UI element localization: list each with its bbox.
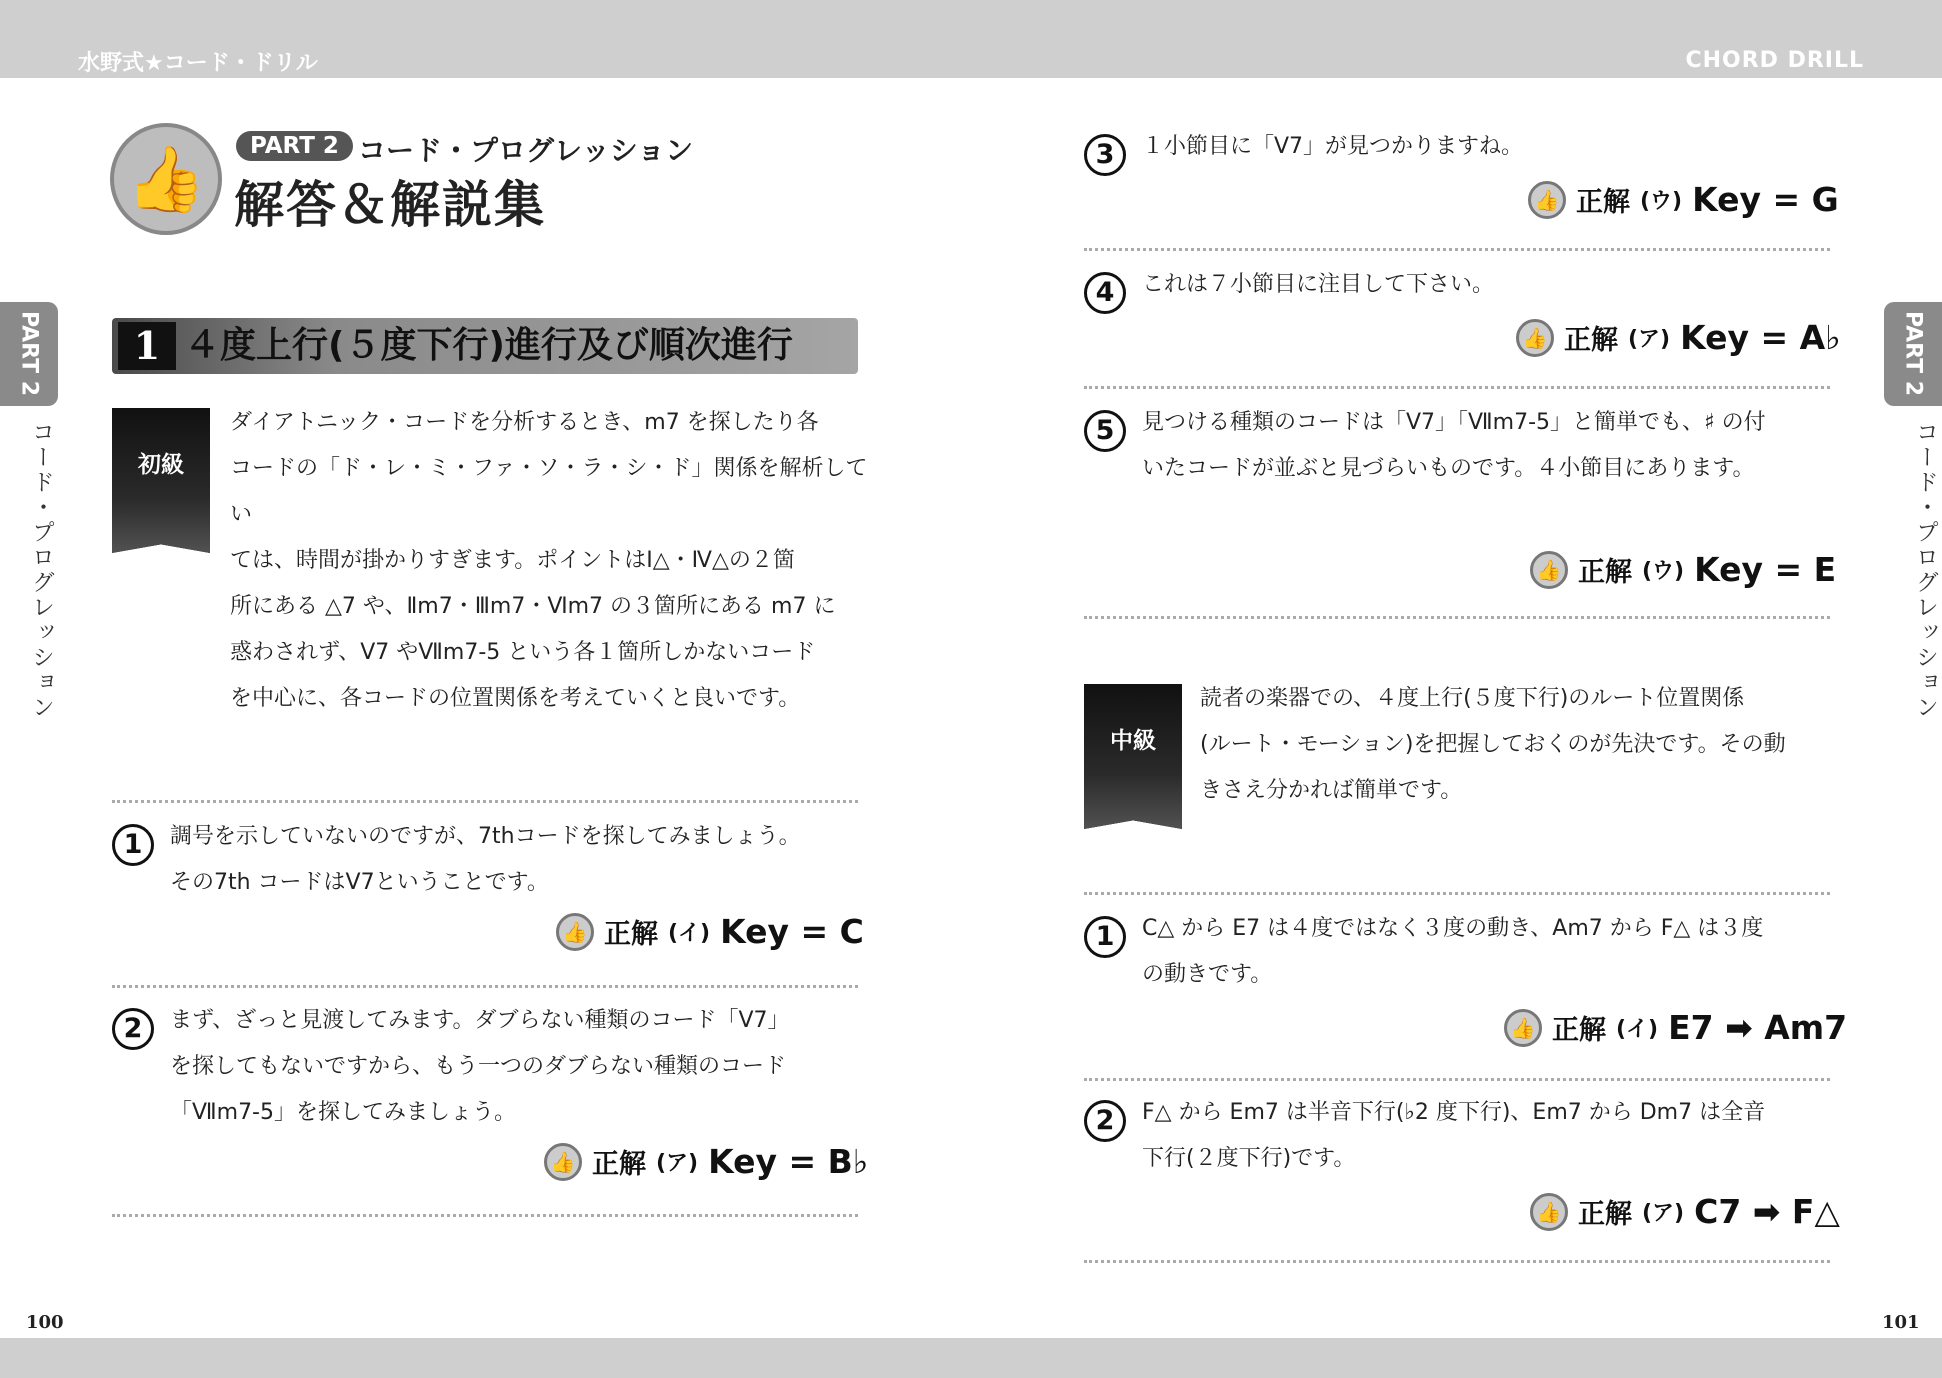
answer-choice: (イ)	[668, 921, 711, 946]
side-tab-left: PART 2	[0, 302, 58, 406]
text-line: F△ から Em7 は半音下行(♭2 度下行)、Em7 から Dm7 は全音	[1142, 1100, 1766, 1125]
question-number: 2	[1084, 1100, 1126, 1142]
question-number: 4	[1084, 272, 1126, 314]
intermediate-text	[1200, 676, 1840, 814]
divider	[112, 1214, 858, 1217]
answer-choice: (ア)	[656, 1151, 699, 1176]
question-number: 5	[1084, 410, 1126, 452]
part-badge: PART 2	[236, 131, 353, 161]
text-line: 調号を示していないのですが、7thコードを探してみましょう。	[170, 824, 801, 849]
answer-label: 正解	[1564, 325, 1618, 356]
beginner-badge	[112, 408, 210, 558]
divider	[1084, 386, 1830, 389]
part-subtitle: コード・プログレッション	[358, 134, 694, 167]
question-text	[1142, 906, 1862, 998]
side-label-left: コード・プログレッション	[28, 420, 54, 720]
side-label-right: コード・プログレッション	[1912, 420, 1938, 720]
question-number: 1	[1084, 916, 1126, 958]
answer-value: Key = E	[1694, 550, 1837, 589]
answer-line	[1516, 318, 1841, 357]
question-number: 2	[112, 1008, 154, 1050]
question-text	[1142, 124, 1842, 170]
page-number-left: 100	[26, 1312, 64, 1333]
thumbs-up-icon: 👍	[1504, 1009, 1542, 1047]
text-line: C△ から E7 は４度ではなく３度の動き、Am7 から F△ は３度	[1142, 916, 1764, 941]
text-line: を探してもないですから、もう一つのダブらない種類のコード	[170, 1054, 787, 1079]
text-line: これは７小節目に注目して下さい。	[1142, 272, 1495, 297]
text-line: 所にある △7 や、Ⅱm7・Ⅲm7・Ⅵm7 の３箇所にある m7 に	[230, 594, 836, 619]
text-line: (ルート・モーション)を把握しておくのが先決です。その動	[1200, 732, 1786, 757]
bottom-bar	[0, 1338, 1942, 1378]
answer-label: 正解	[604, 919, 658, 950]
answer-choice: (ウ)	[1642, 559, 1685, 584]
thumbs-up-icon: 👍	[1530, 1193, 1568, 1231]
answer-choice: (イ)	[1616, 1017, 1659, 1042]
answer-value: Key = C	[720, 912, 864, 951]
intermediate-badge	[1084, 684, 1182, 834]
answer-choice: (ア)	[1628, 327, 1671, 352]
answer-value: Key = B♭	[708, 1142, 869, 1181]
thumbs-up-icon: 👍	[1516, 319, 1554, 357]
page-number-right: 101	[1882, 1312, 1920, 1333]
divider	[1084, 616, 1830, 619]
answer-line	[1528, 180, 1839, 219]
text-line: まず、ざっと見渡してみます。ダブらない種類のコード「Ⅴ7」	[170, 1008, 790, 1033]
text-line: その7th コードはⅤ7ということです。	[170, 870, 549, 895]
top-bar	[0, 0, 1942, 78]
beginner-text	[230, 400, 870, 722]
divider	[1084, 248, 1830, 251]
divider	[1084, 892, 1830, 895]
thumbs-up-icon: 👍	[1528, 181, 1566, 219]
question-text	[1142, 262, 1842, 308]
text-line: ては、時間が掛かりすぎます。ポイントはⅠ△・Ⅳ△の２箇	[230, 548, 795, 573]
question-text	[170, 814, 870, 906]
text-line: を中心に、各コードの位置関係を考えていくと良いです。	[230, 686, 801, 711]
question-text	[170, 998, 870, 1136]
section-number: 1	[118, 322, 176, 370]
answer-line	[544, 1142, 868, 1181]
answer-label: 正解	[1578, 1199, 1632, 1230]
text-line: 「Ⅶm7-5」を探してみましょう。	[170, 1100, 516, 1125]
divider	[112, 985, 858, 988]
section-header	[112, 318, 858, 374]
answer-label: 正解	[1552, 1015, 1606, 1046]
answer-choice: (ア)	[1642, 1201, 1685, 1226]
question-text	[1142, 1090, 1862, 1182]
series-title: CHORD DRILL	[1685, 48, 1864, 73]
answer-line	[1530, 1192, 1840, 1231]
question-number: 3	[1084, 134, 1126, 176]
answer-label: 正解	[592, 1149, 646, 1180]
side-tab-right: PART 2	[1884, 302, 1942, 406]
answer-value: E7 ➡ Am7	[1668, 1008, 1848, 1047]
text-line: いたコードが並ぶと見づらいものです。４小節目にあります。	[1142, 456, 1755, 481]
thumbs-up-icon: 👍	[556, 913, 594, 951]
text-line: １小節目に「Ⅴ7」が見つかりますね。	[1142, 134, 1524, 159]
answer-label: 正解	[1578, 557, 1632, 588]
answer-value: C7 ➡ F△	[1694, 1192, 1840, 1231]
thumbs-up-icon: 👍	[544, 1143, 582, 1181]
text-line: の動きです。	[1142, 962, 1273, 987]
thumbs-up-icon: 👍	[1530, 551, 1568, 589]
answer-line	[556, 912, 864, 951]
page-title: 解答＆解説集	[234, 176, 546, 234]
intermediate-badge-label: 中級	[1110, 728, 1156, 754]
text-line: ダイアトニック・コードを分析するとき、m7 を探したり各	[230, 410, 819, 435]
beginner-badge-label: 初級	[138, 452, 184, 478]
answer-line	[1504, 1008, 1847, 1047]
divider	[1084, 1078, 1830, 1081]
question-number: 1	[112, 824, 154, 866]
text-line: コードの「ド・レ・ミ・ファ・ソ・ラ・シ・ド」関係を解析してい	[230, 456, 868, 527]
answer-value: Key = A♭	[1680, 318, 1841, 357]
text-line: 下行(２度下行)です。	[1142, 1146, 1356, 1171]
section-title: ４度上行(５度下行)進行及び順次進行	[184, 325, 793, 366]
answer-choice: (ウ)	[1640, 189, 1683, 214]
text-line: きさえ分かれば簡単です。	[1200, 778, 1463, 803]
text-line: 見つける種類のコードは「Ⅴ7」「Ⅶm7-5」と簡単でも、♯ の付	[1142, 410, 1766, 435]
answer-label: 正解	[1576, 187, 1630, 218]
thumbs-up-icon: 👍	[110, 123, 222, 235]
answer-line	[1530, 550, 1836, 589]
question-text	[1142, 400, 1862, 492]
answer-value: Key = G	[1692, 180, 1839, 219]
divider	[1084, 1260, 1830, 1263]
text-line: 惑わされず、Ⅴ7 やⅦm7-5 という各１箇所しかないコード	[230, 640, 816, 665]
book-title: 水野式★コード・ドリル	[78, 51, 318, 76]
text-line: 読者の楽器での、４度上行(５度下行)のルート位置関係	[1200, 686, 1745, 711]
divider	[112, 800, 858, 803]
